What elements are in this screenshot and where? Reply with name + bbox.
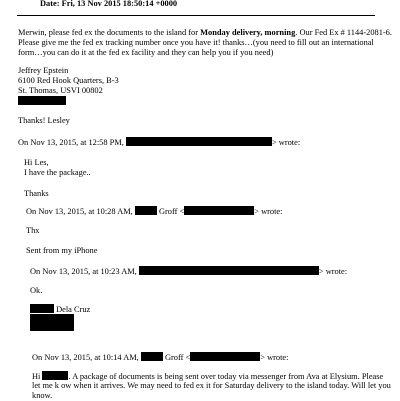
closing-line: Thanks! Lesley [18, 116, 70, 125]
quote-body-line-3: know. [32, 391, 53, 400]
quote-header-text: On Nov 13, 2015, at 10:23 AM, [30, 267, 139, 276]
signature-redaction [18, 96, 66, 107]
quote-header-text: Groff < [156, 207, 185, 216]
quote-body-line-2: let me k ow when it arrives. We may need to fed ex it for Saturday delivery to the island today. Will let you [32, 381, 391, 390]
quote-header-4 [32, 352, 288, 363]
date-value: Fri, 13 Nov 2015 18:50:14 +0000 [61, 0, 178, 8]
redaction-bar [139, 266, 319, 275]
quote-header-text: > wrote: [260, 353, 289, 362]
quote-body-text: Hi [32, 372, 43, 381]
redaction-bar [126, 137, 272, 146]
redaction-bar [135, 206, 157, 215]
redaction-bar [30, 322, 74, 331]
quote-body: Ok. [30, 286, 43, 295]
quote-body: I have the package.. [24, 168, 91, 177]
message-text: . Our Fed Ex # 1144-2081-6. [295, 28, 392, 37]
quote-header-3 [30, 266, 347, 277]
quote-signature-redaction [30, 322, 74, 333]
message-text: Merwin, please fed ex the documents to the island for [18, 28, 201, 37]
message-line-1 [18, 28, 392, 38]
quote-signature-name: Dela Cruz [54, 305, 91, 314]
message-line-3: form…you can do it at the fed ex facility and they can help you if you need) [18, 48, 274, 57]
quote-greeting: Hi Les, [24, 158, 49, 167]
quote-header-text: > wrote: [318, 267, 348, 276]
redaction-bar [30, 304, 54, 313]
quote-header-text: > wrote: [254, 207, 283, 216]
redaction-bar [190, 352, 260, 361]
quote-sent-from: Sent from my iPhone [26, 246, 98, 255]
quote-header-text: On Nov 13, 2015, at 10:14 AM, [32, 353, 141, 362]
signature-name: Jeffrey Epstein [18, 66, 69, 75]
redaction-bar [18, 96, 66, 105]
quote-header-text: Groff < [162, 353, 191, 362]
header-divider [17, 15, 375, 16]
quote-body: Thx [26, 226, 40, 235]
signature-address-2: St. Thomas, USVI 00802 [18, 86, 103, 95]
quote-header-1 [18, 137, 300, 148]
signature-address-1: 6100 Red Hook Quarters, B-3 [18, 76, 119, 85]
redaction-bar [184, 206, 254, 215]
message-line-2: Please give me the fed ex tracking number once you have it! thanks…(you need to fill out an international [18, 38, 374, 47]
date-line [40, 0, 177, 9]
quote-header-2 [26, 206, 282, 217]
quote-header-text: > wrote: [271, 138, 301, 147]
quote-header-text: On Nov 13, 2015, at 12:58 PM, [18, 138, 126, 147]
redaction-bar [141, 352, 163, 361]
quote-thanks: Thanks [24, 189, 49, 198]
message-emphasis: Monday delivery, morning [200, 28, 296, 37]
redaction-bar [42, 371, 68, 380]
quote-header-text: On Nov 13, 2015, at 10:28 AM, [26, 207, 135, 216]
quote-body-text: . A package of documents is being sent over today via messenger from Ava at Elysium. Please [68, 372, 384, 381]
date-label: Date: [40, 0, 60, 8]
